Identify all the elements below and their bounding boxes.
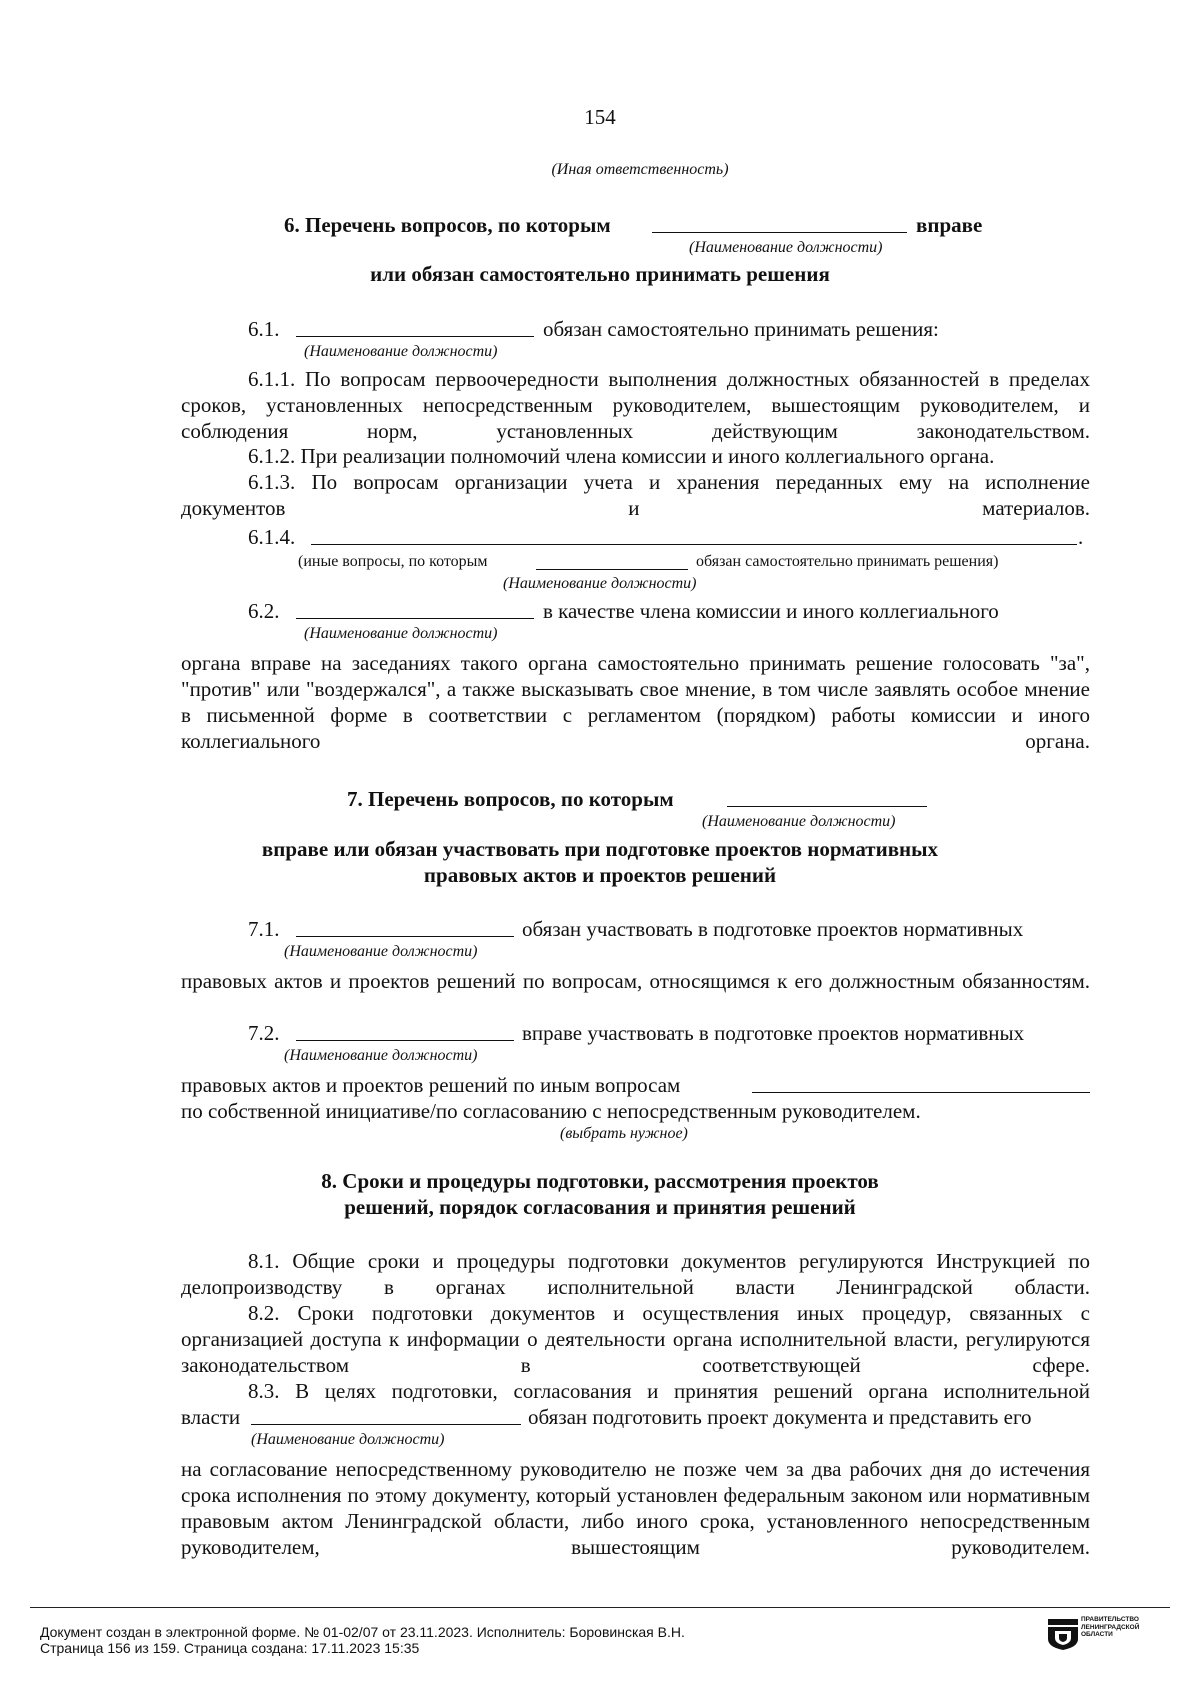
- p611-paragraph: 6.1.1. По вопросам первоочередности выполнения должностных обязанностей в пределах сроков, установленных непосредственным руководителем, вышестоящим руководителем, и соблюдения норм, установленных действующим законодательством.: [181, 367, 1090, 443]
- p71-caption: (Наименование должности): [284, 943, 478, 960]
- p82-paragraph: 8.2. Сроки подготовки документов и осуществления иных процедур, связанных с организацией доступа к информации о деятельности органа исполнительной власти, регулируются законодательством в соответствующей сфере.: [181, 1301, 1090, 1377]
- section8-heading-line1: 8. Сроки и процедуры подготовки, рассмотрения проектов: [321, 1169, 879, 1193]
- p62-text: в качестве члена комиссии и иного коллегиального: [543, 599, 999, 623]
- section6-caption: (Наименование должности): [689, 239, 883, 256]
- blank-line: [296, 618, 534, 619]
- p72-text: вправе участвовать в подготовке проектов нормативных: [522, 1021, 1025, 1045]
- blank-line: [536, 569, 688, 570]
- blank-line: [752, 1092, 1090, 1093]
- p83-word: власти: [181, 1405, 241, 1429]
- p72-line2: по собственной инициативе/по согласованию с непосредственным руководителем.: [181, 1099, 921, 1123]
- section6-heading-left: 6. Перечень вопросов, по которым: [284, 213, 611, 237]
- p83-text: обязан подготовить проект документа и представить его: [528, 1405, 1032, 1429]
- p613-paragraph: 6.1.3. По вопросам организации учета и хранения переданных ему на исполнение документов и материалов.: [181, 470, 1090, 520]
- p72-caption2: (выбрать нужное): [560, 1125, 688, 1142]
- p71-number: 7.1.: [248, 917, 280, 941]
- p83-body: на согласование непосредственному руководителю не позже чем за два рабочих дня до истечения срока исполнения по этому документу, который установлен федеральным законом или нормативным правовым актом Ленинградской области, либо иного срока, установленного непосредственным руководителем, вышестоящим руководителем.: [181, 1457, 1090, 1559]
- blank-line: [296, 936, 514, 937]
- footer-divider: [30, 1607, 1170, 1608]
- top-caption: (Иная ответственность): [551, 161, 729, 178]
- p61-caption: (Наименование должности): [304, 343, 498, 360]
- blank-line: [652, 232, 907, 233]
- p72-caption: (Наименование должности): [284, 1047, 478, 1064]
- p62-caption: (Наименование должности): [304, 625, 498, 642]
- p71-text: обязан участвовать в подготовке проектов нормативных: [522, 917, 1024, 941]
- section7-heading-left: 7. Перечень вопросов, по которым: [347, 787, 674, 811]
- blank-line: [311, 544, 1077, 545]
- p614-end: .: [1078, 525, 1084, 549]
- footer-line1: Документ создан в электронной форме. № 01-02/07 от 23.11.2023. Исполнитель: Боровинская В.Н.: [40, 1624, 685, 1640]
- p62-body: органа вправе на заседаниях такого органа самостоятельно принимать решение голосовать "за", "против" или "воздержался", а также высказывать свое мнение, в том числе заявлять особое мнение в письменной форме в соответствии с регламентом (порядком) работы комиссии и иного коллегиального органа.: [181, 651, 1090, 753]
- section7-heading-line3: правовых актов и проектов решений: [423, 863, 777, 887]
- section7-caption: (Наименование должности): [702, 813, 896, 830]
- p83-caption: (Наименование должности): [251, 1431, 445, 1448]
- section6-heading-right: вправе: [916, 213, 983, 237]
- p61-text: обязан самостоятельно принимать решения:: [543, 317, 939, 341]
- p83-line1: 8.3. В целях подготовки, согласования и принятия решений органа исполнительной: [248, 1379, 1090, 1403]
- blank-line: [727, 806, 927, 807]
- p614-number: 6.1.4.: [248, 525, 296, 549]
- p614-caption2: (Наименование должности): [503, 575, 697, 592]
- government-logo-text: ПРАВИТЕЛЬСТВО ЛЕНИНГРАДСКОЙ ОБЛАСТИ: [1081, 1616, 1140, 1638]
- page-number: 154: [584, 105, 616, 129]
- blank-line: [251, 1424, 521, 1425]
- p72-line1: правовых актов и проектов решений по иным вопросам: [181, 1073, 681, 1097]
- p612-paragraph: 6.1.2. При реализации полномочий члена комиссии и иного коллегиального органа.: [248, 444, 995, 468]
- p72-number: 7.2.: [248, 1021, 280, 1045]
- p61-number: 6.1.: [248, 317, 280, 341]
- footer-line2: Страница 156 из 159. Страница создана: 17.11.2023 15:35: [40, 1640, 420, 1656]
- blank-line: [296, 336, 534, 337]
- p614-caption-right: обязан самостоятельно принимать решения): [696, 553, 999, 570]
- p62-number: 6.2.: [248, 599, 280, 623]
- section7-heading-line2: вправе или обязан участвовать при подготовке проектов нормативных: [261, 837, 939, 861]
- blank-line: [296, 1040, 514, 1041]
- p614-caption-left: (иные вопросы, по которым: [298, 553, 488, 570]
- p81-paragraph: 8.1. Общие сроки и процедуры подготовки документов регулируются Инструкцией по делопроизводству в органах исполнительной власти Ленинградской области.: [181, 1249, 1090, 1299]
- section8-heading-line2: решений, порядок согласования и принятия решений: [344, 1195, 856, 1219]
- section6-heading-line2: или обязан самостоятельно принимать решения: [370, 262, 830, 286]
- p71-body: правовых актов и проектов решений по вопросам, относящимся к его должностным обязанностям.: [181, 969, 1090, 993]
